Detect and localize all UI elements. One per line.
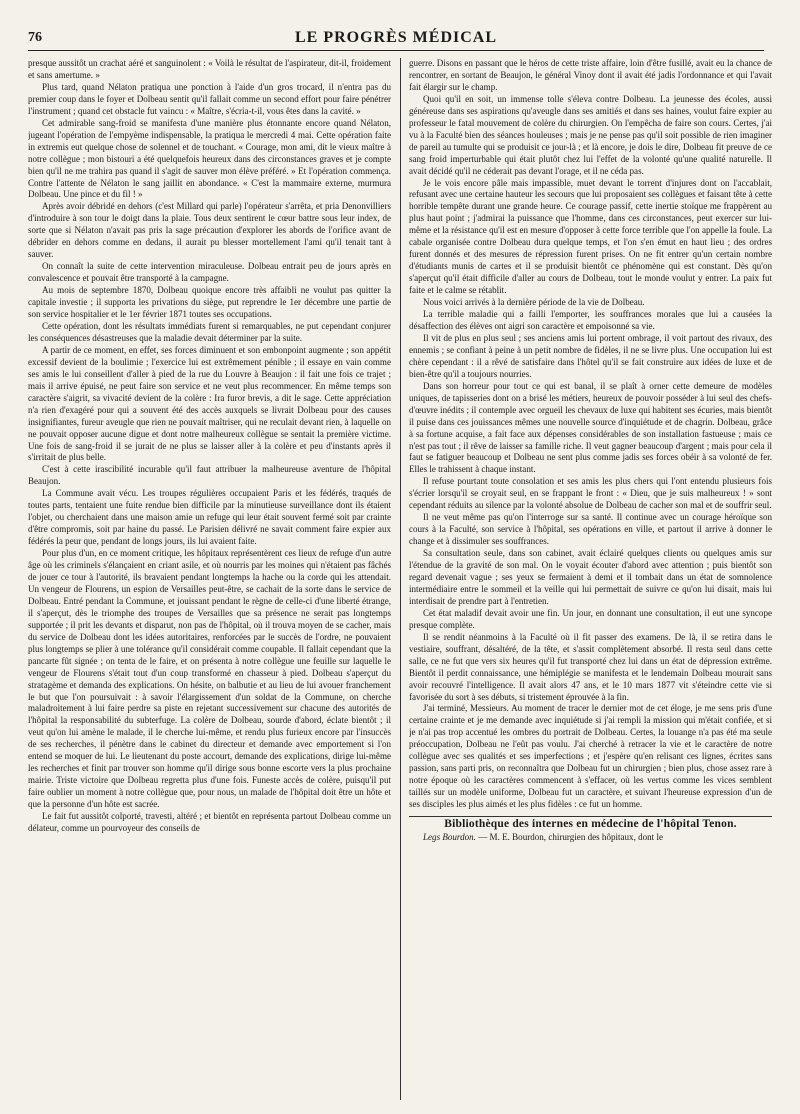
- column-divider: [400, 58, 401, 1100]
- paragraph: Après avoir débridé en dehors (c'est Millard qui parle) l'opérateur s'arrêta, et pria Denonvilliers d'introduire à son tour le doigt dans la plaie. Tous deux sentirent le cœur battre sous leur index, de sorte que si Nélaton n'avait pas pris la sage précaution d'explorer les abords de l'orifice avant de débrider en dehors comme en dedans, il aurait pu blesser mortellement l'ami qu'il tenait tant à sauver.: [28, 201, 391, 260]
- paragraph: Dans son horreur pour tout ce qui est banal, il se plaît à orner cette demeure de modèles uniques, de tapisseries dont on a brisé les métiers, heureux de pouvoir posséder à lui seul des chefs-d'œuvre inédits ; il contemple avec orgueil les chevaux de luxe qui habitent ses écuries, mais bientôt il puise dans ces jouissances mêmes une nouvelle source d'inquiétude et de chagrin. Dolbeau, grâce à sa fortune acquise, a fait face aux dépenses considérables de son installation fastueuse ; mais ce n'est pas tout ; il rêve de laisser sa famille riche. Il veut gagner beaucoup d'argent ; mais pour cela il faut se fatiguer beaucoup et Dolbeau ne sent plus comme jadis ses forces obéir à sa volonté de fer. Elles le trahissent à chaque instant.: [409, 380, 772, 475]
- paragraph: Quoi qu'il en soit, un immense tolle s'éleva contre Dolbeau. La jeunesse des écoles, aussi généreuse dans ses aspirations qu'aveugle dans ses amitiés et dans ses haines, voulut faire expier au professeur le fatal mouvement de colère du chirurgien. On l'empêcha de faire son cours. Certes, j'ai vu à la Faculté bien des séances houleuses ; mais je ne pense pas qu'il soit possible de rien imaginer de pareil au tumulte qui se produisit ce jour-là ; et là encore, je dois le dire, Dolbeau fit preuve de ce sang froid imperturbable qui était plutôt chez lui l'effet de la volonté qu'une qualité naturelle. Il avait décidé qu'il ne céderait pas devant l'orage, et il ne céda pas.: [409, 93, 772, 176]
- paragraph: Il se rendit néanmoins à la Faculté où il fit passer des examens. De là, il se retira dans le vestiaire, souffrant, désaltéré, de la tête, et s'assit complètement absorbé. Il resta seul dans cette salle, ce ne fut que vers six heures qu'il fut transporté chez lui dans un état de dépression extrême. Bientôt il perdit connaissance, une hémiplégie se manifesta et le lendemain Dolbeau mourait sans avoir recouvré l'intelligence. Il avait alors 47 ans, et le 10 mars 1877 vit s'éteindre cette vie si favorisée du sort à ses débuts, si tristement éprouvée à la fin.: [409, 631, 772, 702]
- paragraph: Pour plus d'un, en ce moment critique, les hôpitaux représentèrent ces lieux de refuge d'un autre âge où les criminels s'élançaient en criant asile, et où nourris par les moines qui n'étaient pas fâchés de jouer ce tour à l'autorité, ils bravaient pendant longtemps la hache ou la corde qui les attendait. Un vengeur de Flourens, un espion de Versailles peut-être, se cachait de la sorte dans le service de Dolbeau. Entré pendant la Commune, et jouissant pendant le règne de celle-ci d'une liberté étrange, il s'aperçut, dès le triomphe des troupes de Versailles que sa présence ne serait pas longtemps supportée ; il prit les devants et disparut, non pas de l'hôpital, où il trouva moyen de se cacher, mais du service de Dolbeau dont les idées autoritaires, renforcées par le succès de l'ordre, ne pouvaient plus longtemps se plier à une tolérance qu'il considérait comme coupable. Il fallait cependant que la pancarte fût signée ; on tenta de le faire, et on présenta à notre collègue une feuille sur laquelle le vengeur de Flourens s'était tout d'un coup transformé en chasseur à pied. Dolbeau s'aperçut du stratagème et demanda des explications. On hésite, on balbutie et au lieu de lui avouer franchement le but que l'on poursuivait : à savoir l'élargissement d'un soldat de la Commune, on cherche maladroitement à lui faire perdre sa piste en rejetant successivement sur chacune des autorités de l'hôpital la responsabilité du subterfuge. La colère de Dolbeau, sourde d'abord, éclate bientôt ; il veut qu'on lui amène le malade, il le cherche lui-même, et rendu plus furieux encore par l'insuccès de ses recherches, il pénètre dans le cabinet du directeur et demande avec emportement si l'on entend se moquer de lui. Le lieutenant du poste accourt, demande des explications, dirige lui-même les recherches et finit par trouver son homme qu'il dirige sous bonne escorte vers la plus prochaine mairie. Triste victoire que Dolbeau regretta plus d'une fois. Funeste accès de colère, puisqu'il put faire oublier un moment à notre collègue que, pour nous, un malade de l'hôpital doit être un hôte et que la personne d'un hôte est sacrée.: [28, 548, 391, 810]
- paragraph: Il refuse pourtant toute consolation et ses amis les plus chers qui l'ont entendu plusieurs fois s'écrier lorsqu'il se croyait seul, en se frappant le front : « Dieu, que je suis malheureux ! » sont cependant réduits au silence par la volonté absolue de Dolbeau de cacher son mal et de souffrir seul.: [409, 476, 772, 511]
- paragraph: Cet état maladif devait avoir une fin. Un jour, en donnant une consultation, il eut une syncope presque complète.: [409, 607, 772, 630]
- paragraph: Plus tard, quand Nélaton pratiqua une ponction à l'aide d'un gros trocard, il n'entra pas du premier coup dans le foyer et Dolbeau sentit qu'il fallait comme un second effort pour faire pénétrer l'instrument ; quand cet obstacle fut vaincu : « Maître, s'écria-t-il, vous êtes dans la cavité. »: [28, 81, 391, 116]
- right-column-paragraphs: [409, 58, 772, 811]
- paragraph: Sa consultation seule, dans son cabinet, avait éclairé quelques clients ou quelques amis sur l'étendue de la gravité de son mal. On le voyait écouter d'abord avec attention ; puis bientôt son regard devenait vague ; ses yeux se fermaient à demi et il tombait dans un état de somnolence intermédiaire entre le sommeil et la veille qui lui permettait de suivre ce qu'on lui disait, mais lui interdisait de prendre part à l'entretien.: [409, 548, 772, 606]
- paragraph: Je le vois encore pâle mais impassible, muet devant le torrent d'injures dont on l'accablait, refusant avec une certaine hauteur les secours que lui proposaient ses collègues et faisant tête à cette horrible tempête durant une grande heure. Ce courage passif, cette inertie stoïque me frappèrent au plus haut point ; j'admirai la puissance que l'homme, dans ces circonstances, peut exercer sur lui-même et la résistance qu'il est en mesure d'opposer à cette force terrible que l'on appelle la foule. La cabale organisée contre Dolbeau dura quelque temps, et l'on s'en émut en haut lieu ; des ordres furent donnés et des mesures de répression furent prises. On ne fit entrer qu'un certain nombre d'étudiants munis de cartes et il se produisit bientôt ce phénomène qui est constant. Dès qu'on s'aperçut qu'il était difficile d'aller au cours de Dolbeau, tout le monde voulut y entrer. La paix fut faite et le calme se rétablit.: [409, 177, 772, 296]
- section-text: — M. E. Bourdon, chirurgien des hôpitaux, dont le: [475, 832, 663, 842]
- journal-title: LE PROGRÈS MÉDICAL: [294, 29, 498, 46]
- paragraph: J'ai terminé, Messieurs. Au moment de tracer le dernier mot de cet éloge, je me sens pris d'une certaine crainte et je me demande avec inquiétude si j'ai rempli la mission qui m'était confiée, et si je n'ai pas trop accentué les ombres du portrait de Dolbeau. Certes, la louange n'a pas été ma seule préoccupation, Dolbeau ne l'eût pas voulu. J'ai cherché à retracer la vie et le caractère de notre collègue avec ses qualités et ses imperfections ; et j'espère qu'en relisant ces lignes, écrites sans passion, sans parti pris, on reconnaîtra que Dolbeau fut un chirurgien ; bien plus, chose assez rare à notre époque où les caractères commencent à s'effacer, où les vertus comme les vices semblent taillés sur un modèle uniforme, Dolbeau fut un caractère, et suivant l'heureuse expression d'un de ses disciples les plus aimés et les plus fidèles : ce fut un homme.: [409, 703, 772, 810]
- section-title: Bibliothèque des internes en médecine de l'hôpital Tenon.: [409, 816, 772, 831]
- page-header: [28, 28, 764, 51]
- paragraph: Il vit de plus en plus seul ; ses anciens amis lui portent ombrage, il voit partout des rivaux, des ennemis ; se confiant à peine à un petit nombre de fidèles, il ne se livre plus. Une occupation lui est chère cependant : il a rêvé de satisfaire dans l'hôtel qu'il se fait construire aux idées de luxe et de bien-être qu'il a toujours nourries.: [409, 332, 772, 379]
- paragraph: La Commune avait vécu. Les troupes régulières occupaient Paris et les fédérés, traqués de toutes parts, tentaient une fuite rendue bien difficile par la minutieuse surveillance dont ils étaient l'objet, ou cherchaient dans une maison amie un refuge qui leur était souvent fermé soit par crainte d'être compromis, soit par haine du passé. Le Parisien délivré ne savait comment faire expier aux fédérés la peur que, pendant de longs jours, ils lui avaient faite.: [28, 488, 391, 547]
- section-lead: Legs Bourdon.: [423, 832, 476, 842]
- paragraph: Il ne veut même pas qu'on l'interroge sur sa santé. Il continue avec un courage héroïque son cours à la Faculté, son service à l'hôpital, ses opérations en ville, et partout il arrive à donner le change et à dissimuler ses souffrances.: [409, 512, 772, 547]
- paragraph: C'est à cette irascibilité incurable qu'il faut attribuer la malheureuse aventure de l'hôpital Beaujon.: [28, 464, 391, 487]
- paragraph: Cet admirable sang-froid se manifesta d'une manière plus étonnante encore quand Nélaton, jugeant l'opération de l'empyème indispensable, la pratiqua le mercredi 4 mai. Cette opération faite in extremis eut quelque chose de solennel et de touchant. « Courage, mon ami, dit le vieux maître à notre collègue ; mon bistouri a été quelquefois heureux dans des circonstances graves et je compte bien qu'il ne me trahira pas quand il s'agit de sauver mon élève préféré. » Et l'opération commença. Contre l'attente de Nélaton le sang jaillit en abondance. « C'est la mammaire externe, murmura Dolbeau. Une pince et du fil ! »: [28, 117, 391, 200]
- paragraph: presque aussitôt un crachat aéré et sanguinolent : « Voilà le résultat de l'aspirateur, dit-il, froidement et sans amertume. »: [28, 58, 391, 80]
- left-column: [28, 58, 391, 1100]
- paragraph: La terrible maladie qui a failli l'emporter, les souffrances morales que lui a causées la désaffection des élèves ont aigri son caractère et empoisonné sa vie.: [409, 309, 772, 331]
- section-paragraph: [409, 832, 772, 844]
- paragraph: guerre. Disons en passant que le héros de cette triste affaire, loin d'être fusillé, avait eu la chance de rencontrer, en sortant de Beaujon, le général Vinoy dont il avait été jadis l'ordonnance et qui l'avait fait élargir sur le champ.: [409, 58, 772, 92]
- paragraph: Nous voici arrivés à la dernière période de la vie de Dolbeau.: [423, 297, 645, 308]
- paragraph: Au mois de septembre 1870, Dolbeau quoique encore très affaibli ne voulut pas quitter la capitale investie ; il supporta les privations du siège, put reprendre le 1er décembre une partie de son service hospitalier et le 1er février 1871 toutes ses occupations.: [28, 285, 391, 320]
- right-column: [409, 58, 772, 1100]
- paragraph: Le fait fut aussitôt colporté, travesti, altéré ; et bientôt en représenta partout Dolbeau comme un délateur, comme un pourvoyeur des conseils de: [28, 811, 391, 833]
- paragraph: Cette opération, dont les résultats immédiats furent si remarquables, ne put cependant conjurer les conséquences désastreuses que la maladie devait déterminer par la suite.: [28, 320, 391, 343]
- page-number: 76: [28, 30, 42, 45]
- paragraph: On connaît la suite de cette intervention miraculeuse. Dolbeau entrait peu de jours après en convalescence et pouvait être transporté à la campagne.: [28, 261, 391, 284]
- paragraph: A partir de ce moment, en effet, ses forces diminuent et son embonpoint augmente ; son appétit excessif devient de la boulimie ; l'exercice lui est extrêmement pénible ; il essaye en vain comme ses amis le lui conseillent d'aller à pied de la rue du Louvre à Beaujon : il fait une fois ce trajet ; mais il arrive épuisé, ne peut faire son service et ne veut plus recommencer. En même temps son caractère s'aigrit, sa vivacité devient de la colère : Ira furor brevis, a dit le sage. Cette appréciation n'a rien d'exagéré pour qui a souvent été des accès auxquels se livrait Dolbeau pour des causes insignifiantes, fureur aveugle que rien ne pouvait maîtriser, qui ne reculait devant rien, à laquelle on ne pouvait opposer aucune digue et dont notre malheureux collègue se sentait la première victime. Une fois de sang-froid il se jurait de ne plus se laisser aller à la colère et peu d'instants après il s'irritait de plus belle.: [28, 344, 391, 463]
